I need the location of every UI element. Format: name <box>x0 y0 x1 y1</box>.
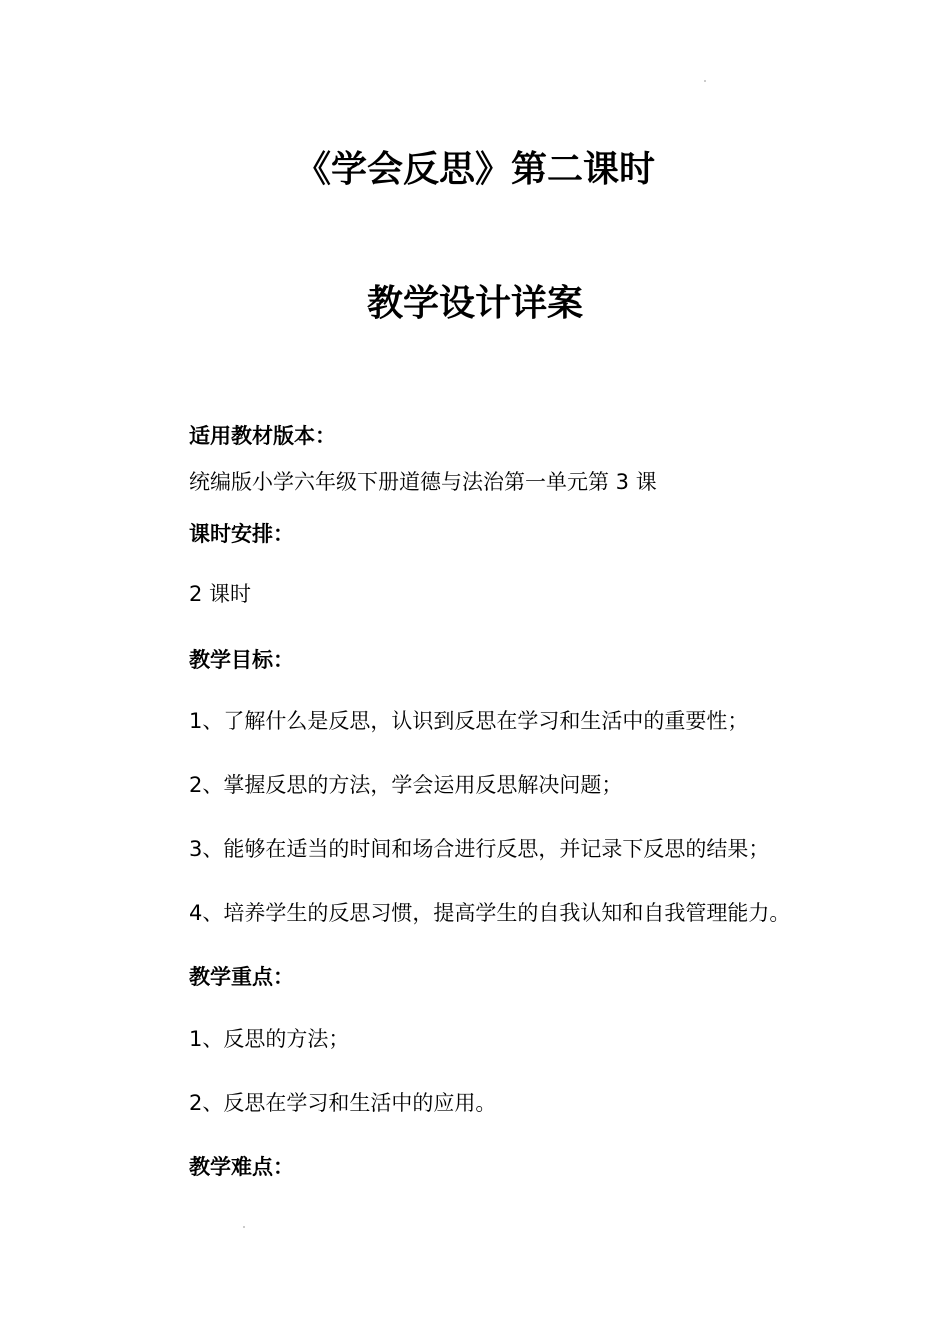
document-subtitle: 教学设计详案 <box>366 283 583 324</box>
textbook-heading: 适用教材版本： <box>189 424 336 448</box>
schedule-heading: 课时安排： <box>189 522 294 546</box>
objective-item: 3、能够在适当的时间和场合进行反思，并记录下反思的结果； <box>189 837 770 861</box>
objective-item: 4、培养学生的反思习惯，提高学生的自我认知和自我管理能力。 <box>189 901 791 925</box>
objective-item: 2、掌握反思的方法，学会运用反思解决问题； <box>189 773 623 797</box>
objectives-heading: 教学目标： <box>189 648 294 672</box>
objective-item: 1、了解什么是反思，认识到反思在学习和生活中的重要性； <box>189 709 749 733</box>
textbook-content: 统编版小学六年级下册道德与法治第一单元第 3 课 <box>189 470 657 494</box>
key-point-item: 1、反思的方法； <box>189 1027 350 1051</box>
page-speck-bottom <box>243 1226 245 1228</box>
schedule-content: 2 课时 <box>189 582 252 606</box>
key-point-item: 2、反思在学习和生活中的应用。 <box>189 1091 497 1115</box>
difficulties-heading: 教学难点： <box>189 1155 294 1179</box>
key-points-heading: 教学重点： <box>189 965 294 989</box>
page-speck-top <box>704 80 706 82</box>
document-title: 《学会反思》第二课时 <box>294 149 655 190</box>
